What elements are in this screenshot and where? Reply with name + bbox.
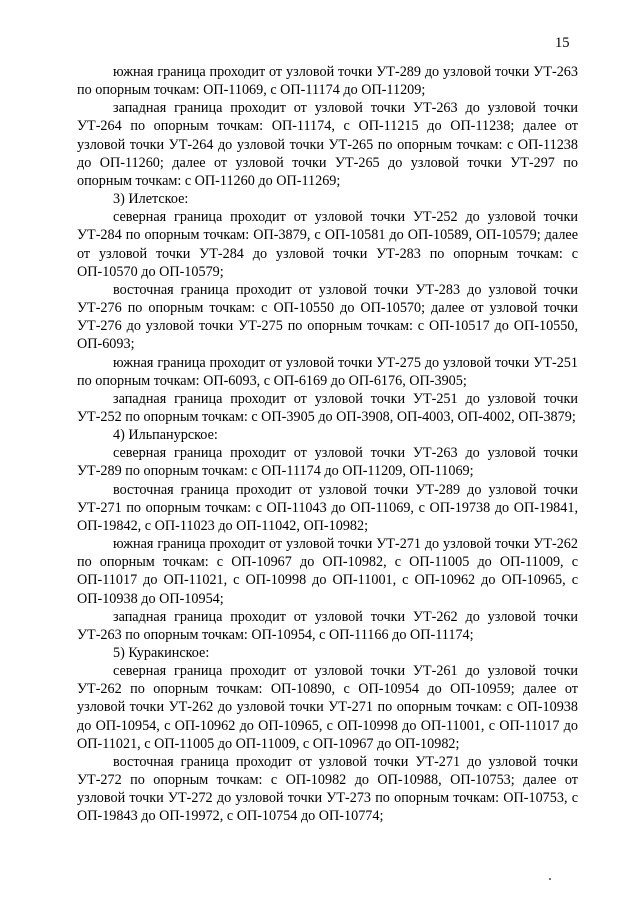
scan-speck xyxy=(549,878,551,880)
page-number: 15 xyxy=(555,35,570,51)
paragraph: северная граница проходит от узловой точки УТ-261 до узловой точки УТ-262 по опорным точкам: ОП-10890, с ОП-10954 до ОП-10959; далее от узловой точки УТ-262 до узловой точки УТ-271 по опорным точкам: с ОП-10938 до ОП-10954, с ОП-10962 до ОП-10965, с ОП-10998 до ОП-11001, с ОП-11017 до ОП-11021, с ОП-11005 до ОП-11009, с ОП-10967 до ОП-10982; xyxy=(77,663,578,752)
section-heading: 5) Куракинское: xyxy=(113,645,210,661)
paragraph: восточная граница проходит от узловой точки УТ-283 до узловой точки УТ-276 по опорным точкам: с ОП-10550 до ОП-10570; далее от узловой точки УТ-276 до узловой точки УТ-275 по опорным точкам: с ОП-10517 до ОП-10550, ОП-6093; xyxy=(77,281,578,353)
section-heading: 3) Илетское: xyxy=(113,191,189,208)
document-body xyxy=(77,63,578,826)
paragraph: северная граница проходит от узловой точки УТ-252 до узловой точки УТ-284 по опорным точкам: ОП-3879, с ОП-10581 до ОП-10589, ОП-10579; далее от узловой точки УТ-284 до узловой точки УТ-283 по опорным точкам: с ОП-10570 до ОП-10579; xyxy=(77,209,578,280)
paragraph: западная граница проходит от узловой точки УТ-262 до узловой точки УТ-263 по опорным точкам: ОП-10954, с ОП-11166 до ОП-11174; xyxy=(77,608,578,643)
paragraph: южная граница проходит от узловой точки УТ-275 до узловой точки УТ-251 по опорным точкам: ОП-6093, с ОП-6169 до ОП-6176, ОП-3905; xyxy=(77,354,578,389)
paragraph: южная граница проходит от узловой точки УТ-289 до узловой точки УТ-263 по опорным точкам: ОП-11069, с ОП-11174 до ОП-11209; xyxy=(77,64,578,99)
paragraph: восточная граница проходит от узловой точки УТ-289 до узловой точки УТ-271 по опорным точкам: с ОП-11043 до ОП-11069, с ОП-19738 до ОП-19841, ОП-19842, с ОП-11023 до ОП-11042, ОП-10982; xyxy=(77,481,578,534)
paragraph: северная граница проходит от узловой точки УТ-263 до узловой точки УТ-289 по опорным точкам: с ОП-11174 до ОП-11209, ОП-11069; xyxy=(77,445,578,480)
paragraph: южная граница проходит от узловой точки УТ-271 до узловой точки УТ-262 по опорным точкам: с ОП-10967 до ОП-10982, с ОП-11005 до ОП-11009, с ОП-11017 до ОП-11021, с ОП-10998 до ОП-11001, с ОП-10962 до ОП-10965, с ОП-10938 до ОП-10954; xyxy=(77,536,578,607)
paragraph: западная граница проходит от узловой точки УТ-263 до узловой точки УТ-264 по опорным точкам: ОП-11174, с ОП-11215 до ОП-11238; далее от узловой точки УТ-264 до узловой точки УТ-265 по опорным точкам: с ОП-11238 до ОП-11260; далее от узловой точки УТ-265 до узловой точки УТ-297 по опорным точкам: с ОП-11260 до ОП-11269; xyxy=(77,100,578,189)
paragraph: западная граница проходит от узловой точки УТ-251 до узловой точки УТ-252 по опорным точкам: с ОП-3905 до ОП-3908, ОП-4003, ОП-4002, ОП-3879; xyxy=(77,390,578,425)
section-heading: 4) Ильпанурское: xyxy=(113,427,218,444)
paragraph: восточная граница проходит от узловой точки УТ-271 до узловой точки УТ-272 по опорным точкам: с ОП-10982 до ОП-10988, ОП-10753; далее от узловой точки УТ-272 до узловой точки УТ-273 по опорным точкам: ОП-10753, с ОП-19843 до ОП-19972, с ОП-10754 до ОП-10774; xyxy=(77,753,578,825)
